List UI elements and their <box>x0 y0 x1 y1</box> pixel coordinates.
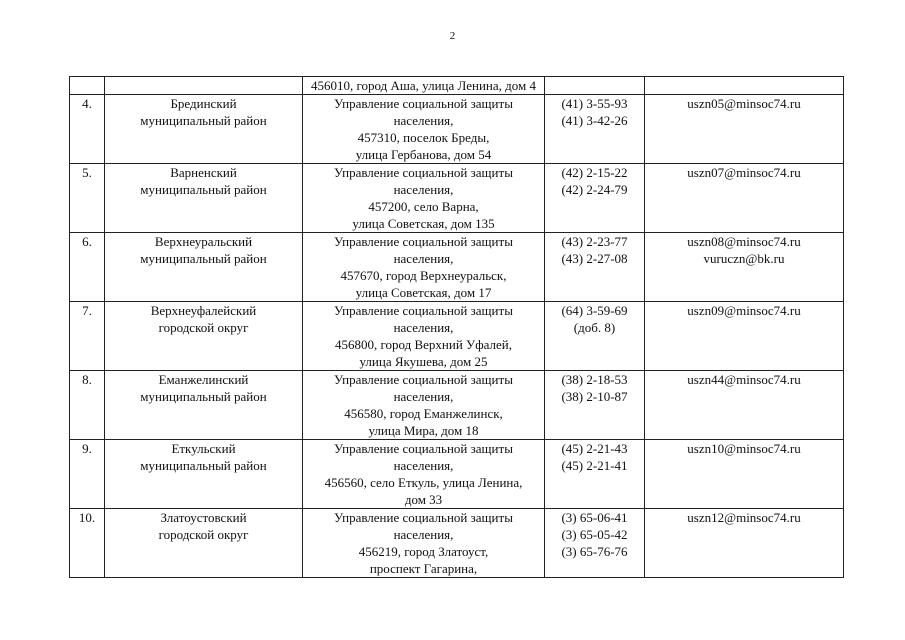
phone-line: (доб. 8) <box>573 320 616 335</box>
phone-cell <box>545 371 645 440</box>
municipality-line: муниципальный район <box>140 113 267 128</box>
address-line: 456580, город Еманжелинск, <box>344 406 503 421</box>
phone-line: (42) 2-24-79 <box>561 182 628 197</box>
social-protection-offices-table <box>69 76 844 578</box>
address-line: Управление социальной защиты <box>334 303 513 318</box>
address-line: 457310, поселок Бреды, <box>357 130 490 145</box>
address-line: 456800, город Верхний Уфалей, <box>334 337 513 352</box>
row-number-cell: 8. <box>70 371 105 440</box>
municipality-line: Варненский <box>170 165 237 180</box>
email-line: uszn09@minsoc74.ru <box>687 303 801 318</box>
municipality-line: Брединский <box>170 96 237 111</box>
address-cell <box>303 440 545 509</box>
phone-cell <box>545 77 645 95</box>
row-number-cell <box>70 77 105 95</box>
address-line: Управление социальной защиты <box>334 96 513 111</box>
municipality-cell <box>105 77 303 95</box>
municipality-cell <box>105 95 303 164</box>
address-line: населения, <box>393 389 454 404</box>
email-cell <box>645 164 844 233</box>
address-line: улица Советская, дом 135 <box>352 216 495 231</box>
row-number-cell: 5. <box>70 164 105 233</box>
address-line: населения, <box>393 527 454 542</box>
address-line: Управление социальной защиты <box>334 441 513 456</box>
phone-line: (45) 2-21-41 <box>561 458 628 473</box>
email-line: uszn05@minsoc74.ru <box>687 96 801 111</box>
municipality-cell <box>105 164 303 233</box>
address-line: населения, <box>393 458 454 473</box>
phone-line: (43) 2-27-08 <box>561 251 628 266</box>
email-cell <box>645 77 844 95</box>
address-line: Управление социальной защиты <box>334 234 513 249</box>
email-line: vuruczn@bk.ru <box>703 251 785 266</box>
municipality-line: Златоустовский <box>160 510 247 525</box>
address-line: проспект Гагарина, <box>369 561 478 576</box>
page-number: 2 <box>449 30 456 42</box>
phone-line: (45) 2-21-43 <box>561 441 628 456</box>
address-line: дом 33 <box>404 492 443 507</box>
phone-line: (43) 2-23-77 <box>561 234 628 249</box>
municipality-cell <box>105 509 303 578</box>
row-number-cell: 10. <box>70 509 105 578</box>
phone-line: (64) 3-59-69 <box>561 303 628 318</box>
address-cell <box>303 302 545 371</box>
address-line: улица Гербанова, дом 54 <box>355 147 492 162</box>
phone-line: (3) 65-05-42 <box>561 527 628 542</box>
phone-line: (3) 65-76-76 <box>561 544 628 559</box>
phone-cell <box>545 440 645 509</box>
address-cell <box>303 164 545 233</box>
address-line: населения, <box>393 182 454 197</box>
municipality-line: Верхнеуральский <box>154 234 253 249</box>
phone-cell <box>545 233 645 302</box>
phone-line: (38) 2-10-87 <box>561 389 628 404</box>
row-number-cell: 6. <box>70 233 105 302</box>
address-cell <box>303 95 545 164</box>
address-line: улица Советская, дом 17 <box>355 285 492 300</box>
address-cell <box>303 371 545 440</box>
email-cell <box>645 440 844 509</box>
municipality-line: муниципальный район <box>140 251 267 266</box>
address-line: улица Якушева, дом 25 <box>359 354 488 369</box>
table-row <box>70 302 844 371</box>
table-row <box>70 509 844 578</box>
address-line: 457670, город Верхнеуральск, <box>340 268 507 283</box>
table-row-continuation <box>70 77 844 95</box>
table-row <box>70 371 844 440</box>
municipality-line: муниципальный район <box>140 182 267 197</box>
table-body <box>70 77 844 578</box>
email-line: uszn08@minsoc74.ru <box>687 234 801 249</box>
address-line: улица Мира, дом 18 <box>368 423 479 438</box>
municipality-line: Еткульский <box>171 441 236 456</box>
email-cell <box>645 302 844 371</box>
phone-line: (41) 3-55-93 <box>561 96 628 111</box>
municipality-line: муниципальный район <box>140 458 267 473</box>
address-line: Управление социальной защиты <box>334 165 513 180</box>
address-line: населения, <box>393 320 454 335</box>
address-line: 456560, село Еткуль, улица Ленина, <box>324 475 523 490</box>
municipality-cell <box>105 302 303 371</box>
address-cell <box>303 233 545 302</box>
email-cell <box>645 509 844 578</box>
row-number-cell: 4. <box>70 95 105 164</box>
email-cell <box>645 371 844 440</box>
municipality-line: городской округ <box>158 527 249 542</box>
municipality-cell <box>105 371 303 440</box>
table-row <box>70 95 844 164</box>
phone-cell <box>545 302 645 371</box>
email-line: uszn12@minsoc74.ru <box>687 510 801 525</box>
address-cell <box>303 509 545 578</box>
email-cell <box>645 233 844 302</box>
email-line: uszn07@minsoc74.ru <box>687 165 801 180</box>
address-cell: 456010, город Аша, улица Ленина, дом 4 <box>303 77 545 95</box>
phone-line: (41) 3-42-26 <box>561 113 628 128</box>
email-line: uszn44@minsoc74.ru <box>687 372 801 387</box>
municipality-line: муниципальный район <box>140 389 267 404</box>
table-row <box>70 440 844 509</box>
address-line: Управление социальной защиты <box>334 372 513 387</box>
phone-line: (3) 65-06-41 <box>561 510 628 525</box>
row-number-cell: 9. <box>70 440 105 509</box>
phone-line: (42) 2-15-22 <box>561 165 628 180</box>
municipality-line: городской округ <box>158 320 249 335</box>
address-line: 457200, село Варна, <box>368 199 479 214</box>
municipality-cell <box>105 440 303 509</box>
municipality-cell <box>105 233 303 302</box>
address-line: населения, <box>393 113 454 128</box>
phone-cell <box>545 164 645 233</box>
phone-cell <box>545 95 645 164</box>
email-line: uszn10@minsoc74.ru <box>687 441 801 456</box>
address-line: населения, <box>393 251 454 266</box>
municipality-line: Верхнеуфалейский <box>150 303 257 318</box>
phone-line: (38) 2-18-53 <box>561 372 628 387</box>
table-row <box>70 164 844 233</box>
email-cell <box>645 95 844 164</box>
phone-cell <box>545 509 645 578</box>
municipality-line: Еманжелинский <box>158 372 249 387</box>
row-number-cell: 7. <box>70 302 105 371</box>
address-line: 456219, город Златоуст, <box>358 544 489 559</box>
address-line: Управление социальной защиты <box>334 510 513 525</box>
table-row <box>70 233 844 302</box>
